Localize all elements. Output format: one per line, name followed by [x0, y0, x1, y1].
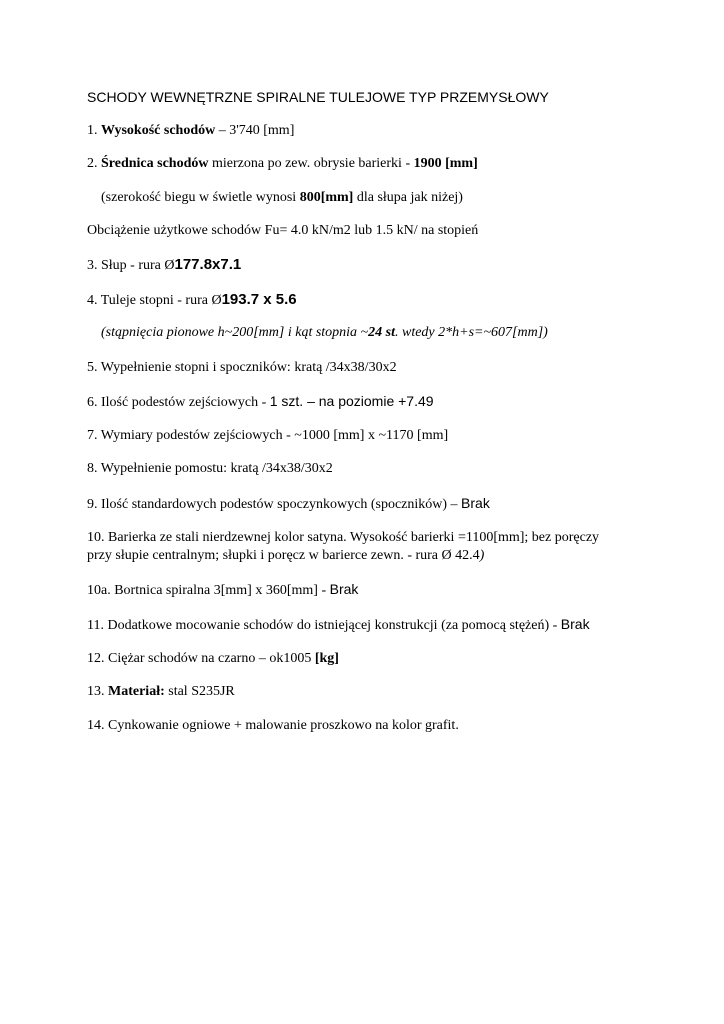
document-title: SCHODY WEWNĘTRZNE SPIRALNE TULEJOWE TYP PRZEMYSŁOWY [87, 89, 549, 105]
item-5-step-filling: 5. Wypełnienie stopni i spoczników: kratą /34x38/30x2 [87, 360, 397, 375]
item-4-step-sleeves: 4. Tuleje stopni - rura Ø193.7 x 5.6 [87, 291, 297, 308]
item-14-finish: 14. Cynkowanie ogniowe + malowanie proszkowo na kolor grafit. [87, 718, 459, 733]
load-line: Obciążenie użytkowe schodów Fu= 4.0 kN/m2 lub 1.5 kN/ na stopień [87, 223, 479, 238]
item-6-landings-count: 6. Ilość podestów zejściowych - 1 szt. – na poziomie +7.49 [87, 393, 434, 410]
item-2-stair-diameter: 2. Średnica schodów mierzona po zew. obrysie barierki - 1900 [mm] [87, 156, 478, 171]
item-11-additional-mounting: 11. Dodatkowe mocowanie schodów do istniejącej konstrukcji (za pomocą stężeń) - Brak [87, 616, 590, 633]
item-10a-stringer: 10a. Bortnica spiralna 3[mm] x 360[mm] - Brak [87, 581, 359, 598]
item-13-material: 13. Materiał: stal S235JR [87, 684, 235, 699]
item-10-railing-line-2: przy słupie centralnym; słupki i poręcz w barierce zewn. - rura Ø 42.4) [87, 548, 485, 563]
item-1-stair-height: 1. Wysokość schodów – 3'740 [mm] [87, 123, 295, 138]
item-8-platform-filling: 8. Wypełnienie pomostu: kratą /34x38/30x2 [87, 461, 333, 476]
item-12-weight: 12. Ciężar schodów na czarno – ok1005 [kg] [87, 651, 339, 666]
item-4-note: (stąpnięcia pionowe h~200[mm] i kąt stopnia ~24 st. wtedy 2*h+s=~607[mm]) [101, 325, 548, 340]
item-9-rest-landings: 9. Ilość standardowych podestów spoczynkowych (spoczników) – Brak [87, 495, 490, 512]
item-2-note: (szerokość biegu w świetle wynosi 800[mm] dla słupa jak niżej) [101, 190, 463, 205]
item-10-railing-line-1: 10. Barierka ze stali nierdzewnej kolor satyna. Wysokość barierki =1100[mm]; bez poręczy [87, 530, 600, 545]
item-3-column: 3. Słup - rura Ø177.8x7.1 [87, 256, 242, 273]
item-7-landing-dimensions: 7. Wymiary podestów zejściowych - ~1000 [mm] x ~1170 [mm] [87, 428, 449, 443]
